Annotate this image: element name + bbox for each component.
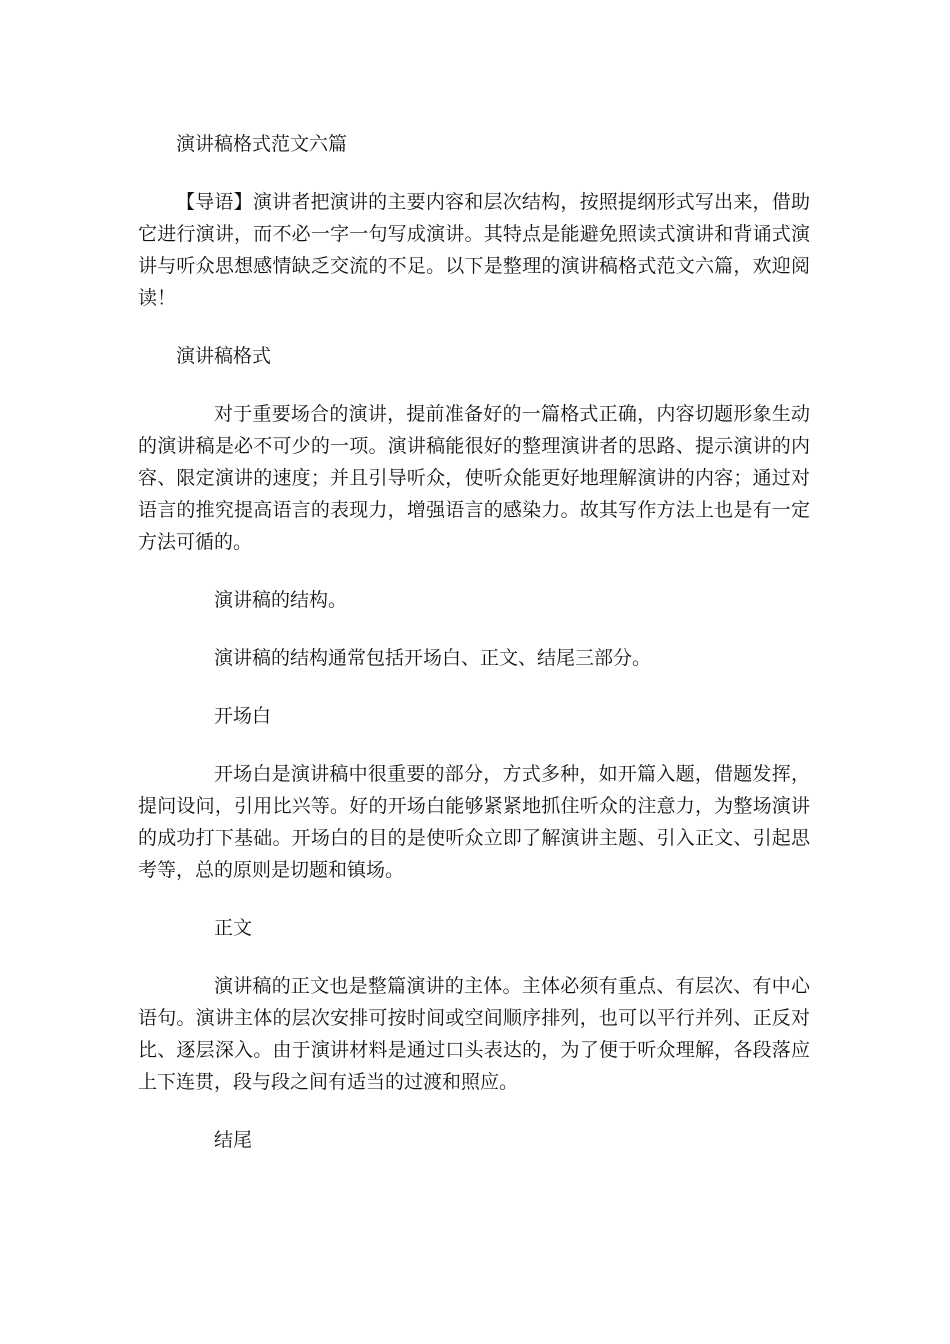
paragraph-structure: 演讲稿的结构通常包括开场白、正文、结尾三部分。 <box>214 647 652 669</box>
document-page <box>138 128 810 1182</box>
heading-structure: 演讲稿的结构。 <box>214 589 348 611</box>
paragraph-main-body: 演讲稿的正文也是整篇演讲的主体。主体必须有重点、有层次、有中心语句。演讲主体的层次安排可按时间或空间顺序排列，也可以平行并列、正反对比、逐层深入。由于演讲材料是通过口头表达的，为了便于听众理解，各段落应上下连贯，段与段之间有适当的过渡和照应。 <box>138 975 810 1093</box>
intro-text: 演讲者把演讲的主要内容和层次结构，按照提纲形式写出来，借助它进行演讲，而不必一字一句写成演讲。其特点是能避免照读式演讲和背诵式演讲与听众思想感情缺乏交流的不足。以下是整理的演讲稿格式范文六篇，欢迎阅读！ <box>138 191 810 309</box>
heading-main-body: 正文 <box>214 917 253 939</box>
section-heading-format: 演讲稿格式 <box>176 345 272 367</box>
paragraph-opening: 开场白是演讲稿中很重要的部分，方式多种，如开篇入题，借题发挥，提问设问，引用比兴等。好的开场白能够紧紧地抓住听众的注意力，为整场演讲的成功打下基础。开场白的目的是使听众立即了解演讲主题、引入正文、引起思考等，总的原则是切题和镇场。 <box>138 763 810 881</box>
intro-tag: 【导语】 <box>176 191 253 213</box>
paragraph-format-intro: 对于重要场合的演讲，提前准备好的一篇格式正确，内容切题形象生动的演讲稿是必不可少的一项。演讲稿能很好的整理演讲者的思路、提示演讲的内容、限定演讲的速度；并且引导听众，使听众能更好地理解演讲的内容；通过对语言的推究提高语言的表现力，增强语言的感染力。故其写作方法上也是有一定方法可循的。 <box>138 403 810 553</box>
document-title: 演讲稿格式范文六篇 <box>176 133 348 155</box>
heading-ending: 结尾 <box>214 1129 253 1151</box>
heading-opening: 开场白 <box>214 705 272 727</box>
intro-paragraph <box>138 186 810 314</box>
